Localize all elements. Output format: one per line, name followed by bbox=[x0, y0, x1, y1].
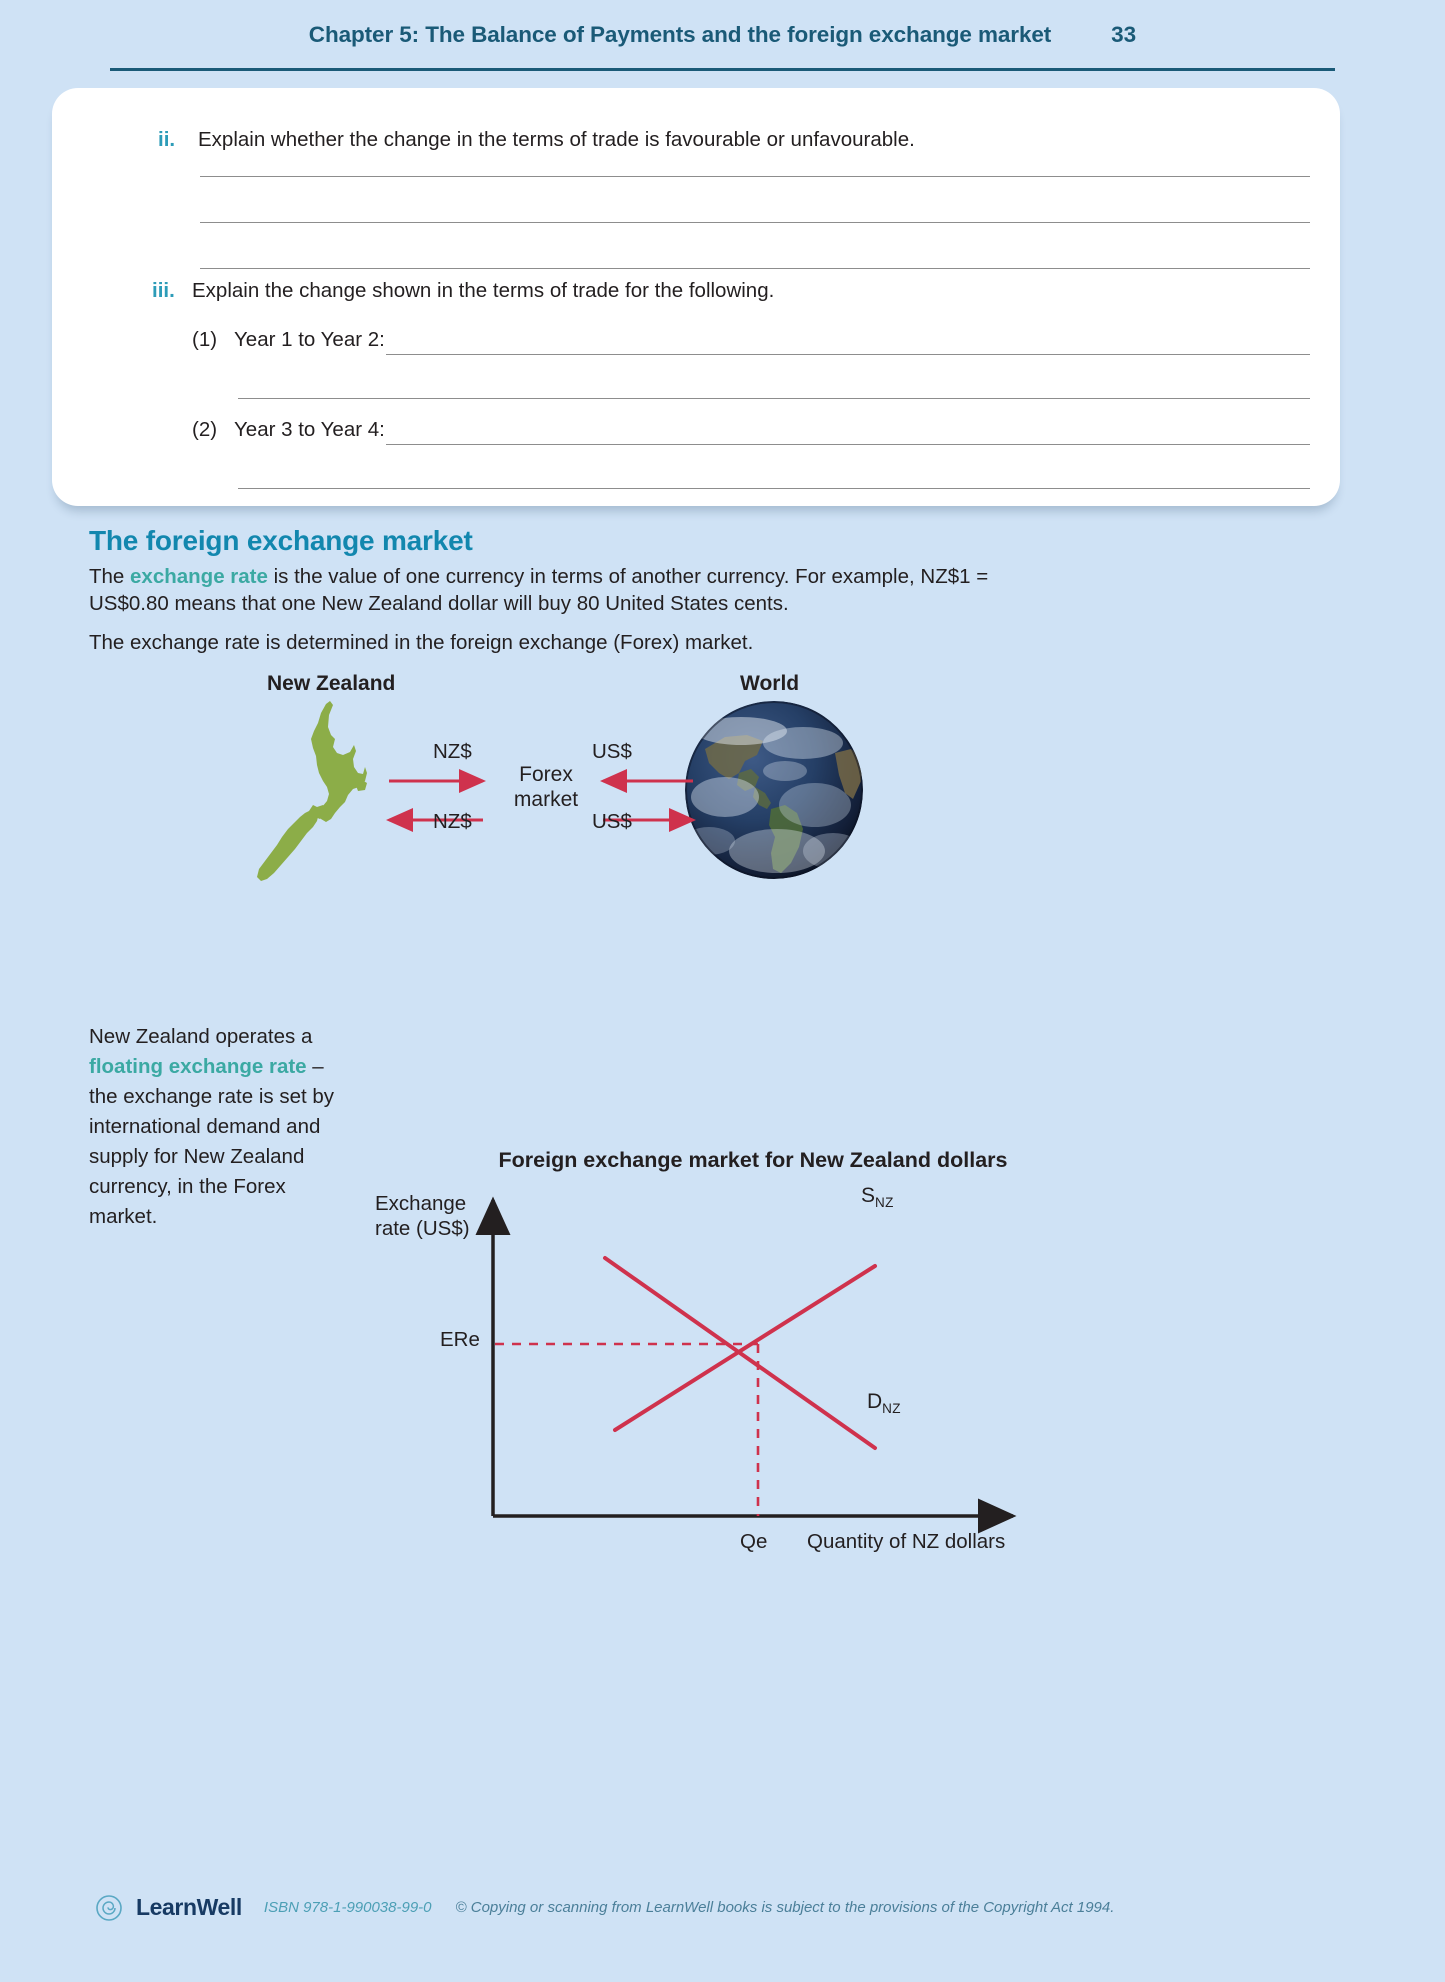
page-number: 33 bbox=[1111, 22, 1137, 47]
flow-arrow-label-us-in: US$ bbox=[592, 740, 632, 763]
question-text-iii: Explain the change shown in the terms of trade for the following. bbox=[192, 279, 775, 302]
section-paragraph-1 bbox=[89, 563, 1049, 618]
supply-curve-symbol: S bbox=[861, 1184, 876, 1207]
demand-curve-symbol: D bbox=[867, 1390, 883, 1413]
footer-isbn: ISBN 978-1-990038-99-0 bbox=[263, 1899, 432, 1916]
sub-item-number-2: (2) bbox=[192, 418, 218, 441]
answer-line[interactable] bbox=[200, 268, 1310, 269]
question-item-ii bbox=[158, 127, 915, 153]
answer-line[interactable] bbox=[238, 488, 1310, 489]
question-marker-ii: ii. bbox=[158, 128, 176, 151]
keyword-floating-exchange-rate: floating exchange rate bbox=[89, 1054, 307, 1078]
answer-line[interactable] bbox=[200, 222, 1310, 223]
supply-curve-subscript: NZ bbox=[875, 1195, 894, 1211]
question-card bbox=[52, 88, 1340, 506]
header-divider bbox=[110, 68, 1335, 71]
answer-line[interactable] bbox=[386, 444, 1310, 445]
forex-supply-demand-chart bbox=[375, 1148, 1035, 1628]
chart-y-tick-ere: ERe bbox=[440, 1328, 480, 1351]
paragraph-1-prefix: The bbox=[89, 565, 131, 588]
side-note-rest: – the exchange rate is set by international demand and supply for New Zealand currency, in the Forex market. bbox=[89, 1054, 335, 1228]
side-note-floating-exchange-rate bbox=[89, 1022, 354, 1231]
world-globe-image bbox=[685, 701, 863, 879]
forex-flow-diagram bbox=[255, 668, 935, 898]
sub-item-label-1: Year 1 to Year 2: bbox=[234, 328, 385, 351]
footer-copyright: © Copying or scanning from LearnWell books is subject to the provisions of the Copyright Act 1994. bbox=[455, 1899, 1115, 1916]
chart-title: Foreign exchange market for New Zealand dollars bbox=[498, 1148, 1008, 1172]
new-zealand-map-icon bbox=[255, 701, 375, 881]
flow-arrow-label-nz-out: NZ$ bbox=[433, 740, 472, 763]
flow-label-new-zealand: New Zealand bbox=[267, 672, 396, 695]
answer-line[interactable] bbox=[238, 398, 1310, 399]
question-item-iii bbox=[152, 278, 774, 304]
forex-market-node bbox=[500, 763, 592, 813]
section-paragraph-2: The exchange rate is determined in the foreign exchange (Forex) market. bbox=[89, 631, 754, 654]
page-header bbox=[110, 22, 1335, 48]
answer-line[interactable] bbox=[386, 354, 1310, 355]
demand-curve-subscript: NZ bbox=[882, 1401, 901, 1417]
globe-earth-graphic bbox=[685, 701, 863, 879]
answer-line[interactable] bbox=[200, 176, 1310, 177]
keyword-exchange-rate: exchange rate bbox=[130, 565, 268, 588]
section-heading: The foreign exchange market bbox=[89, 525, 473, 556]
question-text-ii: Explain whether the change in the terms of trade is favourable or unfavourable. bbox=[198, 128, 915, 151]
chart-x-axis-label: Quantity of NZ dollars bbox=[807, 1530, 1006, 1553]
sub-item-label-2: Year 3 to Year 4: bbox=[234, 418, 385, 441]
page-footer bbox=[96, 1894, 1346, 1921]
forex-node-line2: market bbox=[513, 787, 579, 811]
flow-arrow-label-nz-in: NZ$ bbox=[433, 810, 472, 833]
chart-plot-svg bbox=[375, 1148, 1035, 1628]
chart-x-tick-qe: Qe bbox=[740, 1530, 768, 1553]
paragraph-1-rest: is the value of one currency in terms of another currency. For example, NZ$1 = US$0.80 means that one New Zealand dollar will buy 80 United States cents. bbox=[89, 565, 989, 616]
sub-item-number-1: (1) bbox=[192, 328, 218, 351]
learnwell-spiral-icon bbox=[96, 1895, 122, 1921]
side-note-prefix: New Zealand operates a bbox=[89, 1025, 313, 1048]
chart-y-axis-label: Exchange rate (US$) bbox=[375, 1192, 470, 1240]
learnwell-logo-text: LearnWell bbox=[136, 1894, 242, 1920]
sub-item-1 bbox=[192, 328, 385, 352]
chapter-title: Chapter 5: The Balance of Payments and the foreign exchange market bbox=[308, 22, 1052, 47]
forex-node-line1: Forex bbox=[519, 763, 573, 786]
flow-arrow-label-us-out: US$ bbox=[592, 810, 632, 833]
sub-item-2 bbox=[192, 418, 385, 442]
question-marker-iii: iii. bbox=[152, 279, 175, 302]
flow-label-world: World bbox=[740, 672, 800, 695]
